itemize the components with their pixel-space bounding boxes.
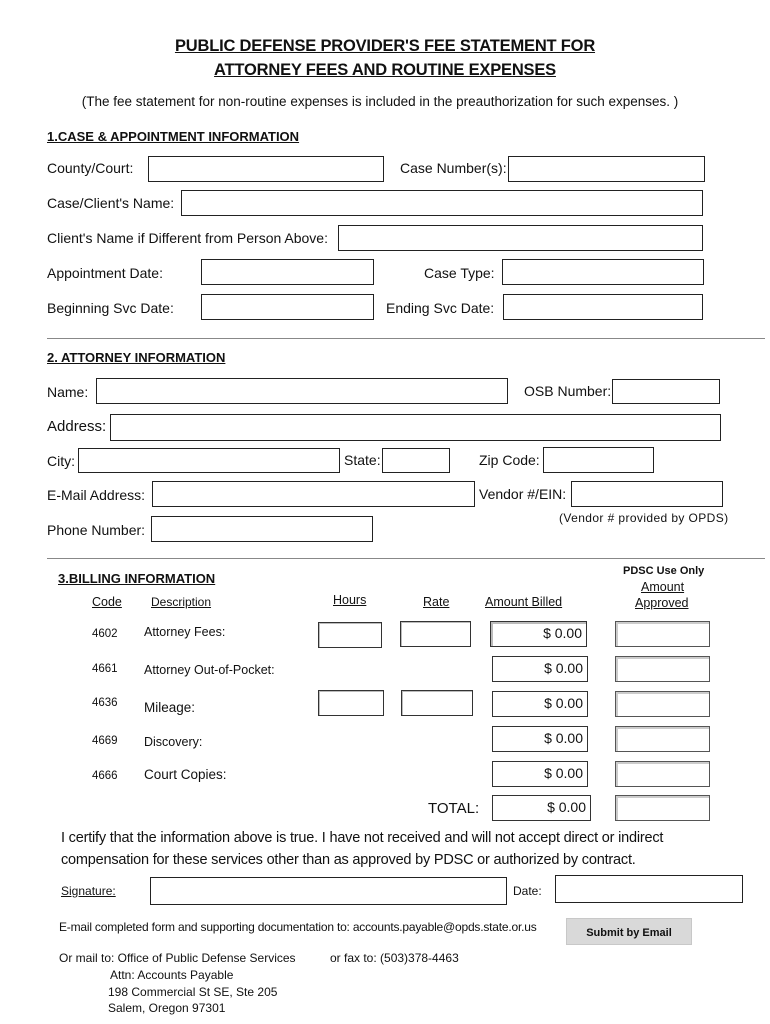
begin-date-label: Beginning Svc Date:	[47, 300, 174, 316]
row-description: Mileage:	[144, 700, 196, 715]
client-name-input[interactable]	[181, 190, 703, 216]
signature-label: Signature:	[61, 884, 116, 898]
client-name-label: Case/Client's Name:	[47, 195, 175, 211]
address-input[interactable]	[110, 414, 721, 441]
vendor-note: (Vendor # provided by OPDS)	[559, 511, 729, 525]
phone-label: Phone Number:	[47, 522, 146, 538]
phone-input[interactable]	[151, 516, 373, 542]
section-divider-2	[47, 558, 765, 559]
state-label: State:	[344, 452, 381, 468]
email-input[interactable]	[152, 481, 475, 507]
mileage-hours-input[interactable]	[318, 690, 384, 716]
zip-code-input[interactable]	[543, 447, 654, 473]
submit-by-email-button[interactable]: Submit by Email	[566, 918, 692, 945]
row-description: Court Copies:	[144, 767, 227, 782]
row-description: Discovery:	[144, 735, 203, 749]
section-divider-1	[47, 338, 765, 339]
form-subtitle: (The fee statement for non-routine expenses is included in the preauthorization for such expenses. )	[81, 94, 679, 109]
mileage-rate-input[interactable]	[401, 690, 473, 716]
col-amount-header: Amount	[641, 580, 685, 594]
appointment-date-input[interactable]	[201, 259, 374, 285]
mileage-amount[interactable]: $ 0.00	[492, 691, 588, 717]
row-description: Attorney Fees:	[144, 625, 226, 639]
osb-number-label: OSB Number:	[524, 383, 612, 399]
mail-line3: 198 Commercial St SE, Ste 205	[108, 985, 278, 999]
court-copies-amount[interactable]: $ 0.00	[492, 761, 588, 787]
mail-line4: Salem, Oregon 97301	[108, 1001, 226, 1015]
row-code: 4661	[92, 663, 118, 675]
client-diff-label: Client's Name if Different from Person Above:	[47, 230, 328, 246]
certify-text-line1: I certify that the information above is true. I have not received and will not accept direct or indirect	[61, 830, 664, 846]
court-copies-approved-input[interactable]	[615, 761, 710, 787]
col-code-header: Code	[92, 595, 122, 609]
end-date-label: Ending Svc Date:	[386, 300, 495, 316]
row-code: 4602	[92, 628, 118, 640]
city-label: City:	[47, 453, 75, 469]
col-hours-header: Hours	[333, 593, 367, 607]
pdsc-use-only-label: PDSC Use Only	[623, 565, 705, 577]
attorney-fees-amount[interactable]: $ 0.00	[490, 621, 587, 647]
vendor-input[interactable]	[571, 481, 723, 507]
fax-line: or fax to: (503)378-4463	[330, 951, 459, 965]
total-label: TOTAL:	[428, 800, 480, 817]
email-instruction: E-mail completed form and supporting documentation to: accounts.payable@opds.state.or.us	[59, 920, 537, 934]
discovery-amount[interactable]: $ 0.00	[492, 726, 588, 752]
state-input[interactable]	[382, 448, 450, 473]
case-type-label: Case Type:	[424, 265, 495, 281]
out-of-pocket-amount[interactable]: $ 0.00	[492, 656, 588, 682]
form-title-line2: ATTORNEY FEES AND ROUTINE EXPENSES	[214, 61, 556, 79]
mail-line1: Or mail to: Office of Public Defense Services	[59, 951, 296, 965]
row-code: 4636	[92, 697, 118, 709]
attorney-name-input[interactable]	[96, 378, 508, 404]
county-input[interactable]	[148, 156, 384, 182]
email-label: E-Mail Address:	[47, 487, 146, 503]
signature-input[interactable]	[150, 877, 507, 905]
row-description: Attorney Out-of-Pocket:	[144, 663, 275, 677]
section-case-heading: 1.CASE & APPOINTMENT INFORMATION	[47, 129, 300, 144]
section-billing-heading: 3.BILLING INFORMATION	[58, 571, 216, 586]
date-input[interactable]	[555, 875, 743, 903]
address-label: Address:	[47, 418, 107, 435]
out-of-pocket-approved-input[interactable]	[615, 656, 710, 682]
form-title-line1: PUBLIC DEFENSE PROVIDER'S FEE STATEMENT FOR	[174, 37, 596, 55]
mileage-approved-input[interactable]	[615, 691, 710, 717]
city-input[interactable]	[78, 448, 340, 473]
col-rate-header: Rate	[423, 595, 450, 609]
county-label: County/Court:	[47, 160, 134, 176]
discovery-approved-input[interactable]	[615, 726, 710, 752]
col-description-header: Description	[151, 595, 212, 609]
attorney-fees-hours-input[interactable]	[318, 622, 382, 648]
osb-number-input[interactable]	[612, 379, 720, 404]
attorney-name-label: Name:	[47, 384, 89, 400]
total-amount: $ 0.00	[492, 795, 591, 821]
client-diff-input[interactable]	[338, 225, 703, 251]
case-type-input[interactable]	[502, 259, 704, 285]
row-code: 4666	[92, 770, 118, 782]
vendor-label: Vendor #/EIN:	[479, 486, 567, 502]
row-code: 4669	[92, 735, 118, 747]
col-approved-header: Approved	[635, 596, 689, 610]
col-amount-billed-header: Amount Billed	[485, 595, 563, 609]
section-attorney-heading: 2. ATTORNEY INFORMATION	[47, 350, 226, 365]
attorney-fees-approved-input[interactable]	[615, 621, 710, 647]
mail-line2: Attn: Accounts Payable	[110, 968, 234, 982]
attorney-fees-rate-input[interactable]	[400, 621, 471, 647]
zip-code-label: Zip Code:	[479, 452, 540, 468]
end-date-input[interactable]	[503, 294, 703, 320]
certify-text-line2: compensation for these services other than as approved by PDSC or authorized by contract.	[61, 852, 636, 868]
case-number-label: Case Number(s):	[400, 160, 507, 176]
begin-date-input[interactable]	[201, 294, 374, 320]
total-approved-input[interactable]	[615, 795, 710, 821]
appointment-date-label: Appointment Date:	[47, 265, 163, 281]
case-number-input[interactable]	[508, 156, 705, 182]
date-label: Date:	[513, 884, 542, 898]
